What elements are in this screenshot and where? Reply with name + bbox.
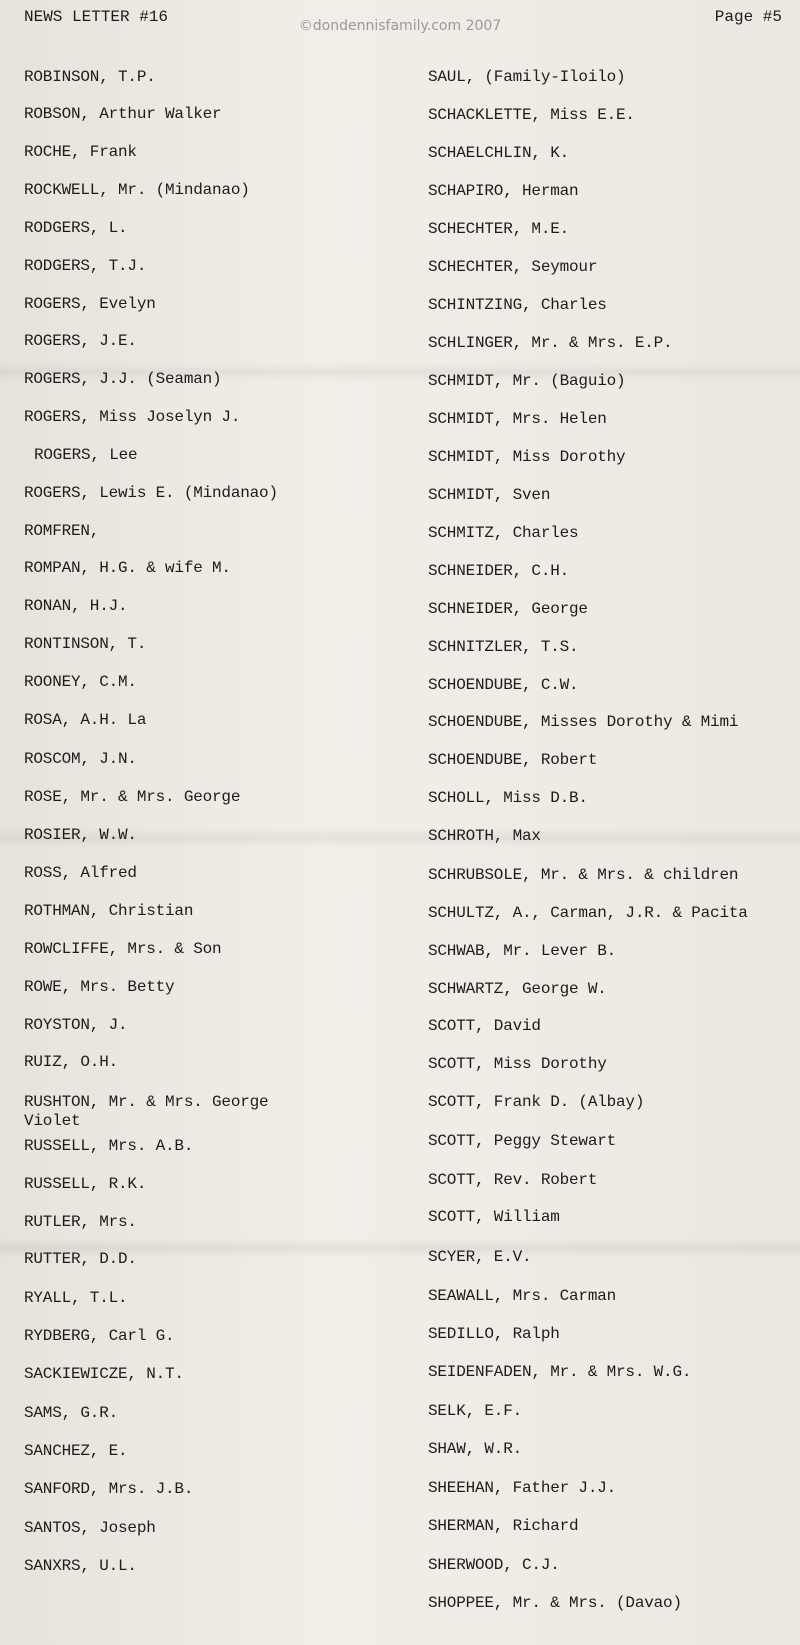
list-item: SCHROTH, Max [428, 827, 541, 845]
list-item: RODGERS, L. [24, 219, 128, 237]
list-item: SCHMIDT, Mr. (Baguio) [428, 372, 626, 390]
list-item: SCHWAB, Mr. Lever B. [428, 942, 617, 960]
list-item: ROCHE, Frank [24, 143, 137, 161]
list-item: RUTTER, D.D. [24, 1250, 137, 1268]
list-item: SCHOENDUBE, Robert [428, 751, 598, 769]
list-item: ROSA, A.H. La [24, 711, 147, 729]
list-item: SCHNEIDER, George [428, 600, 588, 618]
list-item: ROMFREN, [24, 522, 100, 540]
list-item: RONTINSON, T. [24, 635, 147, 653]
list-item: ROGERS, Miss Joselyn J. [24, 408, 241, 426]
list-item: RUSHTON, Mr. & Mrs. George Violet [24, 1093, 269, 1130]
list-item: SCHRUBSOLE, Mr. & Mrs. & children [428, 866, 739, 884]
list-item: SCYER, E.V. [428, 1248, 532, 1266]
list-item: SAUL, (Family-Iloilo) [428, 68, 626, 86]
list-item: SCHNEIDER, C.H. [428, 562, 570, 580]
list-item: ROTHMAN, Christian [24, 902, 194, 920]
list-item: ROGERS, Evelyn [24, 295, 156, 313]
list-item: SCHLINGER, Mr. & Mrs. E.P. [428, 334, 673, 352]
list-item: SEIDENFADEN, Mr. & Mrs. W.G. [428, 1363, 692, 1381]
list-item: RODGERS, T.J. [24, 257, 147, 275]
list-item: SCHNITZLER, T.S. [428, 638, 579, 656]
list-item: SCOTT, Miss Dorothy [428, 1055, 607, 1073]
list-item: SCHECHTER, Seymour [428, 258, 598, 276]
list-item: ROMPAN, H.G. & wife M. [24, 559, 231, 577]
list-item: SCHMITZ, Charles [428, 524, 579, 542]
list-item: SCHOLL, Miss D.B. [428, 789, 588, 807]
list-item: ROWE, Mrs. Betty [24, 978, 175, 996]
list-item: ROSE, Mr. & Mrs. George [24, 788, 241, 806]
list-item: ROONEY, C.M. [24, 673, 137, 691]
list-item: SHERMAN, Richard [428, 1517, 579, 1535]
list-item: SCHAELCHLIN, K. [428, 144, 570, 162]
list-item: ROCKWELL, Mr. (Mindanao) [24, 181, 250, 199]
list-item: SHAW, W.R. [428, 1440, 523, 1458]
list-item: ROYSTON, J. [24, 1016, 128, 1034]
list-item: RUSSELL, Mrs. A.B. [24, 1137, 194, 1155]
list-item: RYALL, T.L. [24, 1289, 128, 1307]
list-item: RUSSELL, R.K. [24, 1175, 147, 1193]
list-item: SCHULTZ, A., Carman, J.R. & Pacita [428, 904, 748, 922]
list-item: SELK, E.F. [428, 1402, 523, 1420]
list-item: RONAN, H.J. [24, 597, 128, 615]
page-number: Page #5 [714, 8, 782, 26]
list-item: SCHINTZING, Charles [428, 296, 607, 314]
list-item: ROWCLIFFE, Mrs. & Son [24, 940, 222, 958]
list-item: ROSIER, W.W. [24, 826, 137, 844]
list-item: SCHWARTZ, George W. [428, 980, 607, 998]
list-item: SCOTT, Peggy Stewart [428, 1132, 617, 1150]
list-item: RUIZ, O.H. [24, 1053, 119, 1071]
list-item: SCHACKLETTE, Miss E.E. [428, 106, 635, 124]
list-item: ROGERS, J.E. [24, 332, 137, 350]
list-item: SHERWOOD, C.J. [428, 1556, 560, 1574]
list-item: ROBSON, Arthur Walker [24, 105, 222, 123]
list-item: SAMS, G.R. [24, 1404, 119, 1422]
list-item: ROSCOM, J.N. [24, 750, 137, 768]
list-item: SCOTT, Rev. Robert [428, 1171, 598, 1189]
list-item: ROGERS, Lewis E. (Mindanao) [24, 484, 278, 502]
list-item: SCOTT, William [428, 1208, 560, 1226]
list-item: SCOTT, David [428, 1017, 541, 1035]
list-item: SCHAPIRO, Herman [428, 182, 579, 200]
list-item: SCHMIDT, Miss Dorothy [428, 448, 626, 466]
list-item: SCHMIDT, Sven [428, 486, 551, 504]
list-item: SCHMIDT, Mrs. Helen [428, 410, 607, 428]
list-item: SHOPPEE, Mr. & Mrs. (Davao) [428, 1594, 682, 1612]
list-item: SCHECHTER, M.E. [428, 220, 570, 238]
list-item: SACKIEWICZE, N.T. [24, 1365, 184, 1383]
list-item: ROGERS, Lee [34, 446, 138, 464]
list-item: SEDILLO, Ralph [428, 1325, 560, 1343]
list-item: SEAWALL, Mrs. Carman [428, 1287, 617, 1305]
list-item: ROGERS, J.J. (Seaman) [24, 370, 222, 388]
list-item: RYDBERG, Carl G. [24, 1327, 175, 1345]
list-item: SCHOENDUBE, Misses Dorothy & Mimi [428, 713, 739, 731]
list-item: SANTOS, Joseph [24, 1519, 156, 1537]
list-item: ROBINSON, T.P. [24, 68, 156, 86]
newsletter-title: NEWS LETTER #16 [24, 8, 169, 26]
watermark: ©dondennisfamily.com 2007 [298, 18, 502, 34]
list-item: SANXRS, U.L. [24, 1557, 137, 1575]
list-item: SANCHEZ, E. [24, 1442, 128, 1460]
list-item: SANFORD, Mrs. J.B. [24, 1480, 194, 1498]
list-item: SCOTT, Frank D. (Albay) [428, 1093, 645, 1111]
list-item: ROSS, Alfred [24, 864, 137, 882]
list-item: SCHOENDUBE, C.W. [428, 676, 579, 694]
list-item: RUTLER, Mrs. [24, 1213, 137, 1231]
list-item: SHEEHAN, Father J.J. [428, 1479, 617, 1497]
